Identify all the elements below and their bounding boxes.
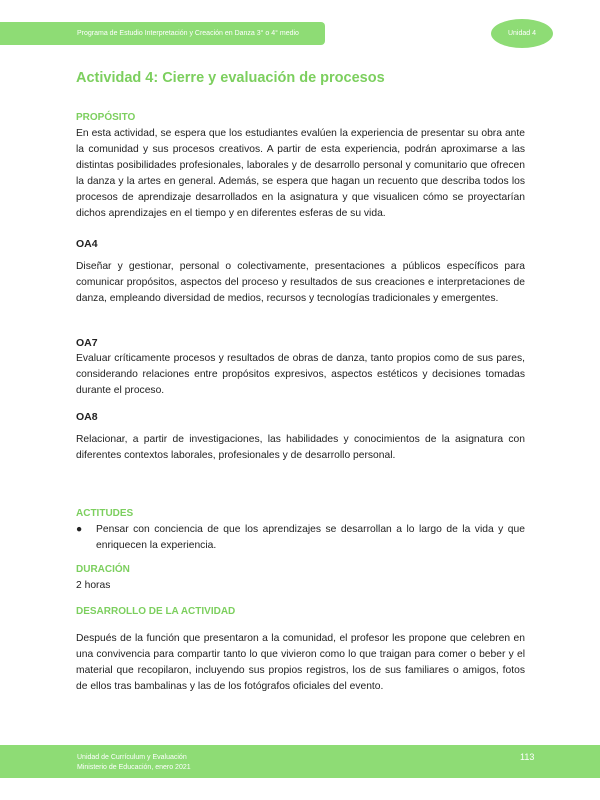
oa8-text: Relacionar, a partir de investigaciones, las habilidades y conocimientos de la asignatura con diferentes contextos laborales, profesionales y de desarrollo personal. (76, 434, 525, 461)
proposito-text: En esta actividad, se espera que los estudiantes evalúen la experiencia de presentar su obra ante la comunidad y sus procesos creativos. A partir de esta experiencia, podrán aproximarse a las distintas posibilidades profesionales, laborales y de desarrollo personal y comunitario que ofrecen la danza y la artes en general. Además, se espera que hagan un recuento que describa todos los procesos de aprendizaje desarrollados en la asignatura y que visualicen cómo se proyectarían dichos aprendizajes en el tiempo y en diferentes esferas de su vida. (76, 128, 525, 219)
oa8-heading: OA8 (76, 411, 98, 423)
duracion-heading: DURACIÓN (76, 564, 130, 575)
oa4-text: Diseñar y gestionar, personal o colectivamente, presentaciones a públicos específicos para comunicar propósitos, aspectos del proceso y resultados de sus creaciones e interpretaciones de danza, empleando diversidad de medios, recursos y tecnologías tradicionales y emergentes. (76, 261, 525, 304)
footer-line2: Ministerio de Educación, enero 2021 (77, 764, 191, 771)
actitud-text: Pensar con conciencia de que los aprendizajes se desarrollan a lo largo de la vida y que enriquecen la experiencia. (96, 524, 525, 551)
actitudes-heading: ACTITUDES (76, 508, 134, 519)
footer-bar (0, 745, 600, 778)
header-bar (0, 22, 325, 45)
footer-line1: Unidad de Currículum y Evaluación (77, 754, 187, 761)
oa4-heading: OA4 (76, 238, 98, 250)
program-title: Programa de Estudio Interpretación y Creación en Danza 3° o 4° medio (77, 30, 299, 37)
content (76, 110, 525, 695)
oa7-text: Evaluar críticamente procesos y resultados de obras de danza, tanto propios como de sus pares, considerando relaciones entre propósitos expresivos, aspectos estéticos y decisiones tomadas durante el proceso. (76, 353, 525, 396)
unit-badge: Unidad 4 (491, 19, 553, 48)
proposito-heading: PROPÓSITO (76, 112, 136, 123)
desarrollo-text: Después de la función que presentaron a la comunidad, el profesor les propone que celebren en una convivencia para compartir tanto lo que vivieron como lo que traigan para comer o beber y el material que recopilaron, incluyendo sus propios registros, los de sus familiares o amigos, fotos de ellos tras bambalinas y las de los fotógrafos oficiales del evento. (76, 633, 525, 692)
bullet-icon: ● (76, 524, 83, 535)
duracion-text: 2 horas (76, 580, 111, 591)
desarrollo-heading: DESARROLLO DE LA ACTIVIDAD (76, 606, 236, 617)
page-number: 113 (520, 752, 535, 762)
list-item (76, 522, 525, 554)
oa7-heading: OA7 (76, 337, 98, 349)
page-title: Actividad 4: Cierre y evaluación de procesos (76, 70, 385, 86)
